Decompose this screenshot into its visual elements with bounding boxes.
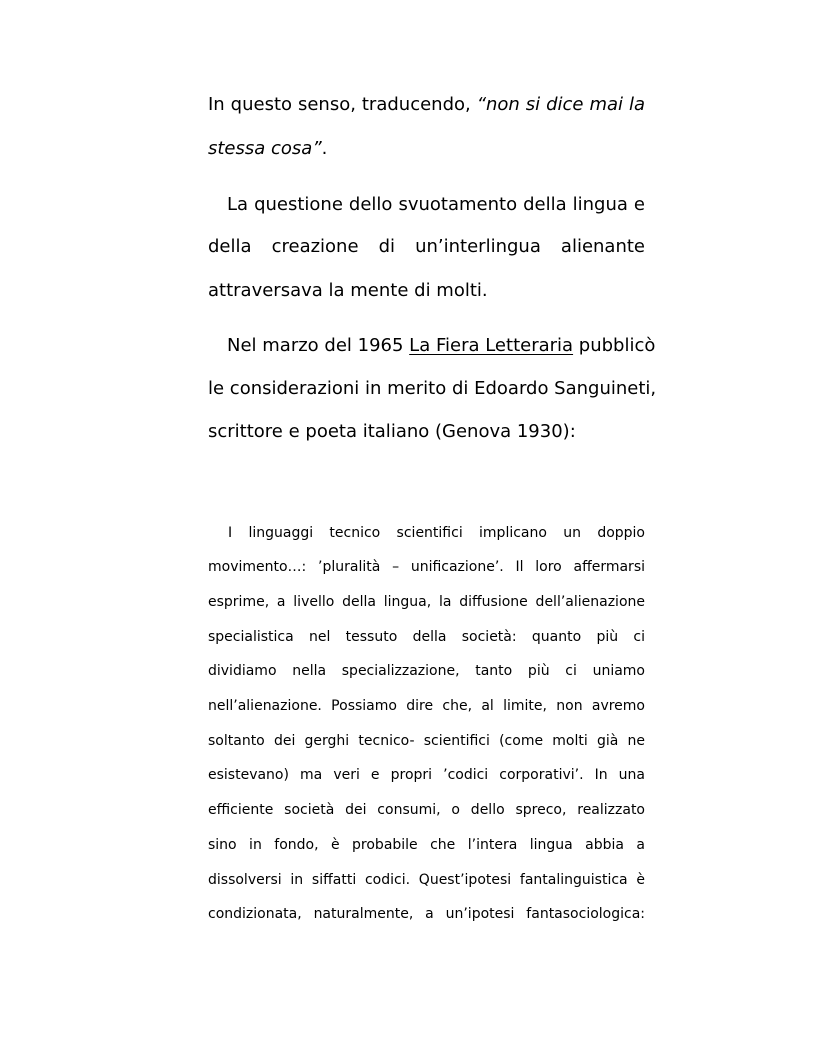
quote-line: specialistica nel tessuto della società: quanto più ci [208, 629, 645, 645]
quote-line: efficiente società dei consumi, o dello spreco, realizzato [208, 802, 645, 818]
paragraph-3-line-1 [208, 334, 656, 358]
quote-line: condizionata, naturalmente, a un’ipotesi fantasociologica: [208, 906, 645, 922]
publication-title: La Fiera Letteraria [409, 335, 574, 356]
paragraph-3-text: Nel marzo del 1965 [227, 335, 410, 356]
paragraph-2-line-3: attraversava la mente di molti. [208, 280, 488, 301]
quote-line: nell’alienazione. Possiamo dire che, al limite, non avremo [208, 698, 645, 714]
paragraph-3-line-2: le considerazioni in merito di Edoardo Sanguineti, [208, 378, 657, 399]
paragraph-1-line-1 [208, 93, 645, 117]
paragraph-2-line-2: della creazione di un’interlingua alienante [208, 236, 645, 257]
quote-line: esistevano) ma veri e propri ’codici corporativi’. In una [208, 767, 645, 783]
quote-line: soltanto dei gerghi tecnico- scientifici (come molti già ne [208, 733, 645, 749]
paragraph-1-line-2 [208, 137, 645, 161]
paragraph-3-text-end: pubblicò [573, 335, 656, 356]
paragraph-1-text: In questo senso, traducendo, [208, 94, 477, 115]
quote-line: I linguaggi tecnico scientifici implicano un doppio [228, 525, 645, 541]
quote-line: dissolversi in siffatti codici. Quest’ipotesi fantalinguistica è [208, 872, 645, 888]
paragraph-1-period: . [321, 138, 328, 159]
quote-line: movimento…: ’pluralità – unificazione’. Il loro affermarsi [208, 559, 645, 575]
italic-quote: “non si dice mai la [476, 94, 645, 115]
paragraph-3-line-3: scrittore e poeta italiano (Genova 1930): [208, 421, 576, 442]
quote-line: sino in fondo, è probabile che l’intera lingua abbia a [208, 837, 645, 853]
quote-line: esprime, a livello della lingua, la diffusione dell’alienazione [208, 594, 645, 610]
italic-quote-end: stessa cosa” [208, 138, 322, 159]
quote-line: dividiamo nella specializzazione, tanto più ci uniamo [208, 663, 645, 679]
paragraph-2-line-1: La questione dello svuotamento della lingua e [227, 194, 645, 215]
